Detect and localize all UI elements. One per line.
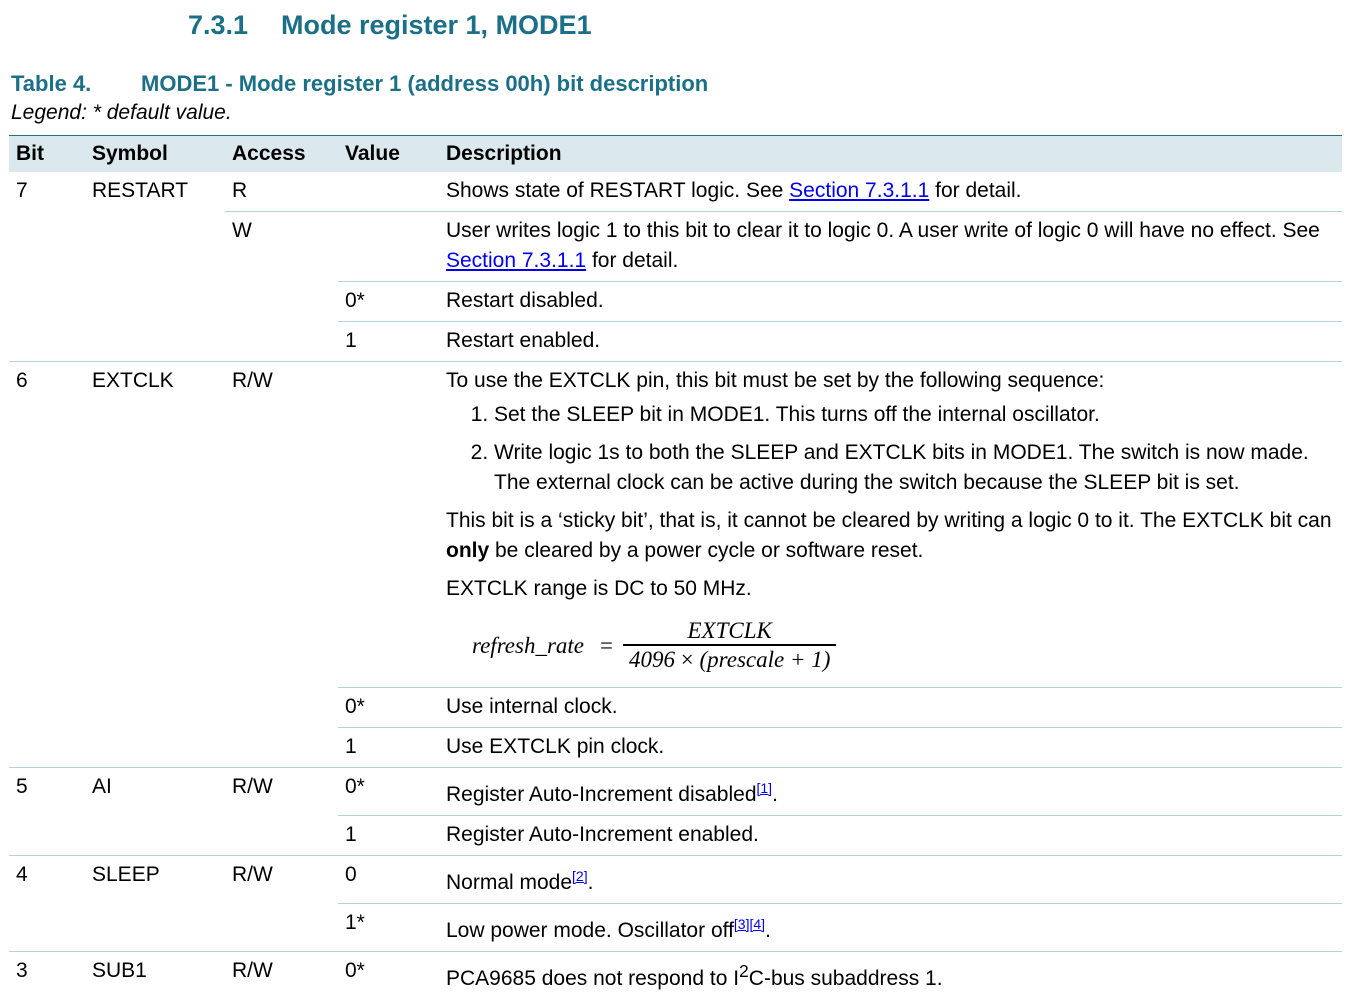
description-cell (439, 952, 1342, 999)
access-cell: R/W (225, 856, 338, 904)
extclk-intro: To use the EXTCLK pin, this bit must be set by the following sequence: (446, 366, 1336, 396)
description-text: be cleared by a power cycle or software reset. (489, 539, 923, 562)
emphasis-text: only (446, 539, 489, 562)
section-link[interactable]: Section 7.3.1.1 (789, 179, 929, 202)
bit-cell: 7 (9, 172, 85, 212)
times-symbol: × (681, 647, 694, 672)
formula-equals: = (600, 631, 613, 661)
header-description: Description (439, 136, 1342, 173)
section-number: 7.3.1 (188, 10, 281, 41)
footnote-link[interactable]: [3] (734, 916, 750, 932)
value-cell: 1 (338, 322, 439, 362)
value-cell (338, 362, 439, 688)
list-item: 1. Set the SLEEP bit in MODE1. This turns off the internal oscillator. (494, 400, 1336, 430)
refresh-rate-formula (472, 618, 1336, 674)
description-cell: Use EXTCLK pin clock. (439, 728, 1342, 768)
description-text: Shows state of RESTART logic. See (446, 179, 789, 202)
access-cell: R/W (225, 768, 338, 816)
section-heading (188, 10, 592, 41)
value-cell: 1 (338, 816, 439, 856)
value-cell (338, 212, 439, 282)
table-label: Table 4. (11, 71, 141, 97)
table-row (9, 688, 1342, 728)
table-row (9, 856, 1342, 904)
table-row (9, 322, 1342, 362)
description-text: C-bus subaddress 1. (749, 967, 943, 990)
symbol-cell: SLEEP (85, 856, 225, 904)
header-access: Access (225, 136, 338, 173)
formula-numerator: EXTCLK (623, 618, 836, 646)
denominator-term: (prescale + 1) (699, 647, 830, 672)
list-item: 2. Write logic 1s to both the SLEEP and EXTCLK bits in MODE1. The switch is now made. The external clock can be active during the switch because the SLEEP bit is set. (494, 438, 1336, 498)
description-text: Register Auto-Increment disabled (446, 783, 757, 806)
table-row (9, 952, 1342, 999)
table-caption (11, 71, 708, 97)
description-cell: Restart enabled. (439, 322, 1342, 362)
description-text: . (588, 871, 594, 894)
description-cell (439, 856, 1342, 904)
section-title: Mode register 1, MODE1 (281, 10, 592, 40)
access-cell: R/W (225, 362, 338, 688)
section-link[interactable]: Section 7.3.1.1 (446, 249, 586, 272)
table-row (9, 728, 1342, 768)
bit-cell: 4 (9, 856, 85, 904)
symbol-cell: SUB1 (85, 952, 225, 999)
value-cell: 1 (338, 728, 439, 768)
footnote-link[interactable]: [1] (757, 780, 773, 796)
value-cell: 1* (338, 904, 439, 952)
formula-denominator (627, 646, 832, 674)
description-text: This bit is a ‘sticky bit’, that is, it cannot be cleared by writing a logic 0 to it. The EXTCLK bit can (446, 509, 1332, 532)
header-symbol: Symbol (85, 136, 225, 173)
description-cell: Register Auto-Increment enabled. (439, 816, 1342, 856)
value-cell (338, 172, 439, 212)
footnote-link[interactable]: [4] (750, 916, 766, 932)
description-text: . (765, 919, 771, 942)
value-cell: 0* (338, 688, 439, 728)
value-cell: 0 (338, 856, 439, 904)
table-legend: Legend: * default value. (11, 101, 232, 125)
header-bit: Bit (9, 136, 85, 173)
symbol-cell: RESTART (85, 172, 225, 212)
value-cell: 0* (338, 768, 439, 816)
table-row (9, 768, 1342, 816)
value-cell: 0* (338, 282, 439, 322)
value-cell: 0* (338, 952, 439, 999)
description-text: User writes logic 1 to this bit to clear it to logic 0. A user write of logic 0 will have no effect. See (446, 219, 1320, 242)
superscript-text: 2 (739, 961, 749, 981)
sticky-bit-note (446, 506, 1336, 566)
header-value: Value (338, 136, 439, 173)
table-row (9, 816, 1342, 856)
symbol-cell: EXTCLK (85, 362, 225, 688)
formula-lhs: refresh_rate (472, 631, 584, 661)
bit-cell: 3 (9, 952, 85, 999)
table-header-row (9, 136, 1342, 173)
description-text: Normal mode (446, 871, 572, 894)
table-row (9, 282, 1342, 322)
table-row (9, 362, 1342, 688)
denominator-constant: 4096 (629, 647, 675, 672)
extclk-steps (446, 400, 1336, 498)
description-text: PCA9685 does not respond to I (446, 967, 739, 990)
extclk-range: EXTCLK range is DC to 50 MHz. (446, 574, 1336, 604)
description-cell (439, 768, 1342, 816)
access-cell: R (225, 172, 338, 212)
description-cell (439, 212, 1342, 282)
description-cell: Use internal clock. (439, 688, 1342, 728)
description-cell (439, 904, 1342, 952)
bit-cell: 5 (9, 768, 85, 816)
table-row (9, 212, 1342, 282)
description-text: for detail. (929, 179, 1021, 202)
access-cell: W (225, 212, 338, 282)
symbol-cell: AI (85, 768, 225, 816)
footnote-link[interactable]: [2] (572, 868, 588, 884)
table-title: MODE1 - Mode register 1 (address 00h) bit description (141, 71, 708, 96)
description-text: Low power mode. Oscillator off (446, 919, 734, 942)
description-cell (439, 362, 1342, 688)
description-cell: Restart disabled. (439, 282, 1342, 322)
bit-cell: 6 (9, 362, 85, 688)
description-cell (439, 172, 1342, 212)
description-text: for detail. (586, 249, 678, 272)
access-cell: R/W (225, 952, 338, 999)
table-row (9, 172, 1342, 212)
table-row (9, 904, 1342, 952)
bit-description-table (9, 135, 1342, 999)
formula-fraction (627, 618, 832, 674)
description-text: . (772, 783, 778, 806)
